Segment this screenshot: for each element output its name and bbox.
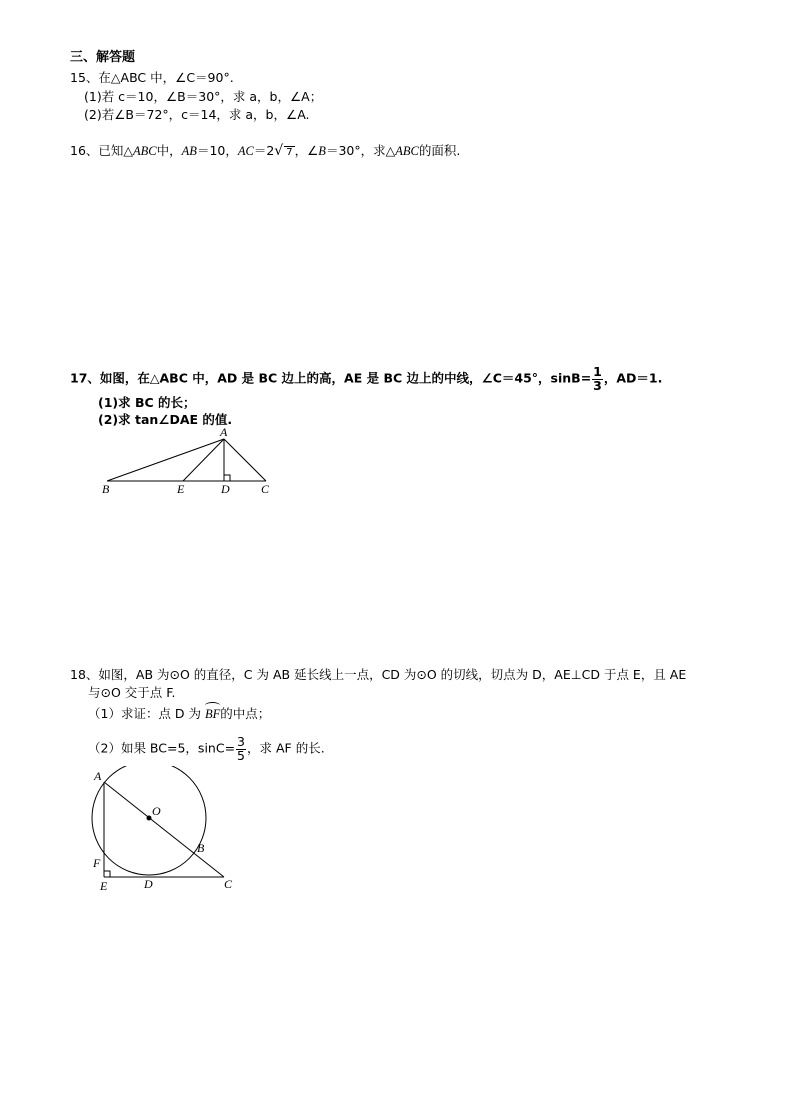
q15-part1: (1)若 c＝10，∠B＝30°，求 a，b，∠A； [84, 89, 323, 104]
section-heading: 三、解答题 [70, 50, 136, 65]
q18-part1-a: （1）求证：点 D 为 [88, 706, 205, 721]
q17-frac-num: 1 [593, 364, 602, 379]
q16-text-e: ，∠ [294, 143, 319, 158]
q17-segment-ba [107, 439, 224, 481]
q16-text-b: 中， [156, 143, 182, 158]
q18-label-c: C [224, 877, 233, 891]
q17-text-a: 17、如图，在△ABC 中，AD 是 BC 边上的高，AE 是 BC 边上的中线，∠C＝45°，sinB= [70, 370, 592, 386]
q18-label-f: F [93, 856, 101, 870]
q17-figure [98, 426, 288, 498]
q17-label-d: D [221, 482, 230, 496]
q18-part2 [88, 736, 325, 762]
q16-text-c: ＝10， [196, 143, 238, 158]
q18-label-o: O [152, 804, 161, 818]
q16-radicand: 7 [286, 147, 293, 158]
q18-line1: 18、如图，AB 为⊙O 的直径，C 为 AB 延长线上一点，CD 为⊙O 的切线，切点为 D，AE⊥CD 于点 E，且 AE [70, 667, 687, 682]
q18-line2: 与⊙O 交于点 F. [88, 685, 176, 700]
q16-text-a: 16、已知△ [70, 143, 134, 158]
q17-fraction [592, 366, 603, 392]
radical-sign: √ [274, 143, 284, 159]
q18-center-dot [147, 816, 152, 821]
q16-ac: AC [237, 144, 254, 158]
q18-label-a: A [94, 769, 102, 783]
q17-stem [70, 366, 662, 392]
q17-label-a: A [220, 426, 228, 439]
q18-segment-ac [104, 782, 224, 877]
q18-label-e: E [100, 879, 108, 893]
q18-figure [88, 766, 248, 896]
q18-part2-b: ，求 AF 的长. [247, 740, 325, 756]
q16-tri: ABC [133, 144, 157, 158]
q17-label-c: C [261, 482, 270, 496]
q18-arc-bf: BF [205, 707, 221, 721]
q15-stem: 15、在△ABC 中，∠C＝90°. [70, 70, 234, 85]
q18-label-b: B [197, 841, 205, 855]
q17-label-e: E [177, 482, 185, 496]
q16-b: B [318, 144, 326, 158]
q17-part1: (1)求 BC 的长； [98, 395, 196, 410]
q16-ab: AB [181, 144, 197, 158]
q16-text [70, 143, 460, 159]
q18-label-d: D [144, 877, 153, 891]
q18-part2-a: （2）如果 BC=5，sinC= [88, 740, 236, 756]
q18-part1-b: 的中点； [220, 706, 271, 721]
q18-frac-num: 3 [237, 734, 245, 749]
q17-label-b: B [102, 482, 110, 496]
q18-part1 [88, 706, 270, 722]
q18-right-angle-mark [104, 871, 110, 877]
q17-segment-ae [183, 439, 224, 481]
q15-part2: (2)若∠B＝72°，c＝14，求 a，b，∠A. [84, 107, 310, 122]
q18-frac-den: 5 [237, 747, 245, 763]
q16-text-f: ＝30°，求△ [325, 143, 396, 158]
q17-part2: (2)求 tan∠DAE 的值. [98, 412, 233, 427]
q16-text-d: ＝2 [253, 143, 275, 158]
q16-text-g: 的面积. [418, 143, 461, 158]
q17-right-angle-mark [224, 475, 230, 481]
q16-tri2: ABC [395, 144, 419, 158]
q17-frac-den: 3 [593, 377, 602, 393]
q18-fraction [236, 736, 246, 762]
q17-text-b: ，AD＝1. [603, 370, 663, 386]
